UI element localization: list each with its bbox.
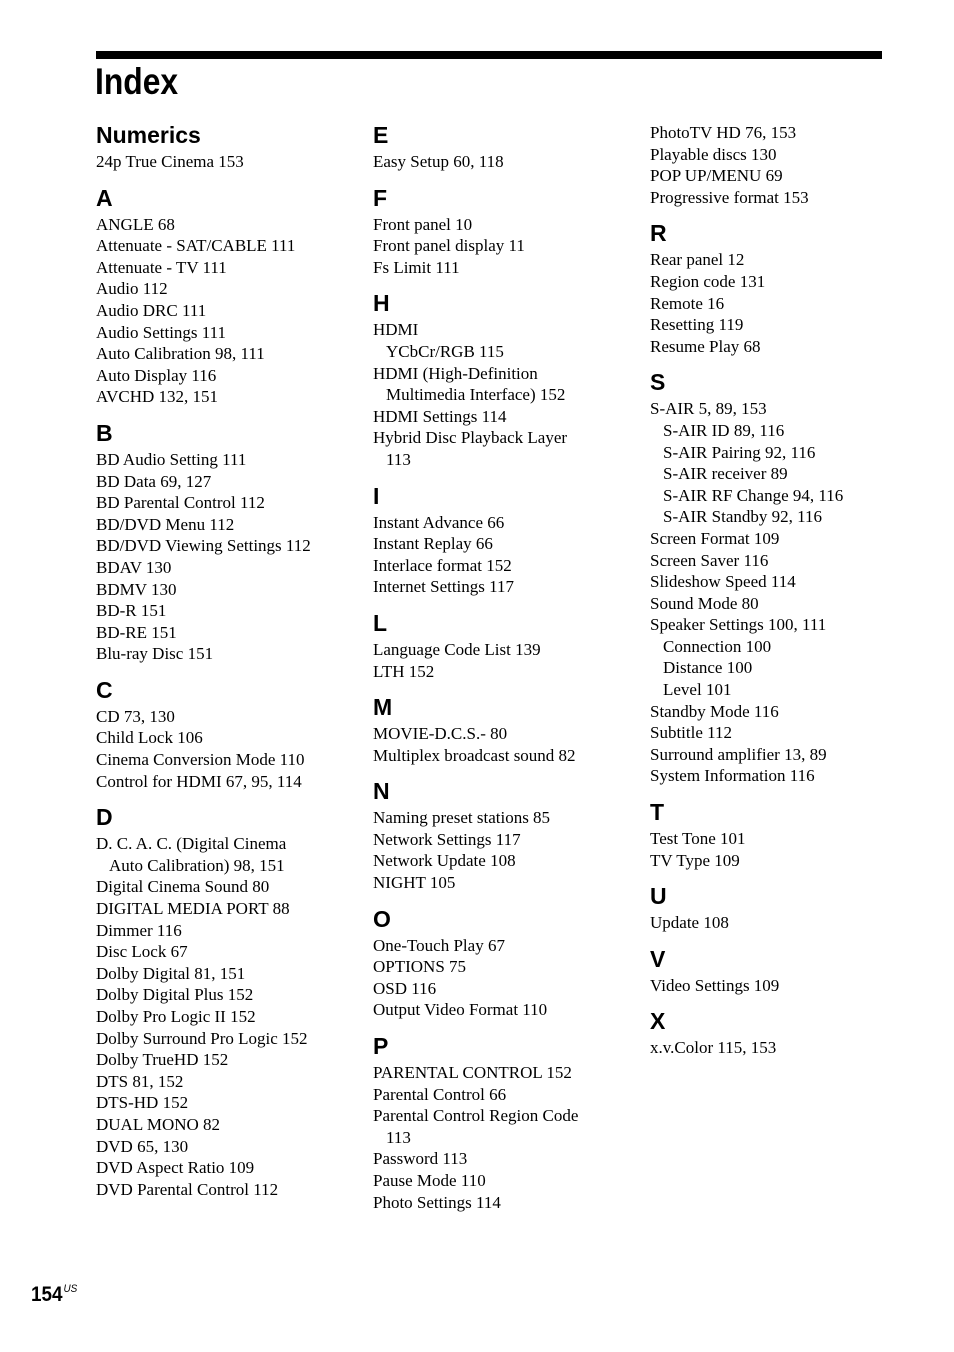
index-entry: Sound Mode 80: [650, 593, 759, 613]
index-subentry: S-AIR RF Change 94, 116: [663, 485, 844, 505]
index-entry: One-Touch Play 67: [373, 935, 505, 955]
index-entry: ANGLE 68: [96, 214, 175, 234]
index-section: [650, 365, 910, 787]
index-entry: DTS 81, 152: [96, 1071, 184, 1091]
index-entry: BD-R 151: [96, 601, 167, 621]
index-entry: Output Video Format 110: [373, 1000, 548, 1020]
section-heading: F: [373, 184, 388, 211]
index-subentry: S-AIR Pairing 92, 116: [663, 442, 816, 462]
index-entry: Pause Mode 110: [373, 1171, 486, 1190]
index-entry: Hybrid Disc Playback Layer: [373, 428, 568, 448]
section-heading: M: [373, 694, 393, 721]
index-entry: BD/DVD Menu 112: [96, 514, 235, 534]
index-section: [373, 118, 633, 173]
index-entry: Resume Play 68: [650, 336, 761, 356]
index-section: [96, 118, 356, 173]
section-heading: Numerics: [96, 122, 201, 148]
index-entry: Easy Setup 60, 118: [373, 152, 504, 171]
index-entry: Instant Replay 66: [373, 534, 493, 554]
index-entry: Dolby Digital Plus 152: [96, 985, 254, 1005]
index-entry: Test Tone 101: [650, 829, 746, 849]
section-heading: I: [373, 482, 380, 509]
index-entry: PARENTAL CONTROL 152: [373, 1063, 572, 1083]
index-entry: Auto Display 116: [96, 365, 217, 385]
index-entry: S-AIR 5, 89, 153: [650, 399, 767, 419]
index-entry: DTS-HD 152: [96, 1093, 189, 1113]
section-heading: B: [96, 419, 113, 446]
index-entry: System Information 116: [650, 766, 815, 786]
index-entry: Parental Control Region Code: [373, 1106, 579, 1126]
index-section: [373, 286, 633, 470]
index-entry: Audio DRC 111: [96, 300, 207, 320]
page-number-suffix: US: [63, 1283, 78, 1295]
index-entry: Update 108: [650, 913, 729, 933]
index-entry: POP UP/MENU 69: [650, 166, 783, 186]
title-rule: [96, 51, 882, 59]
index-entry: Screen Saver 116: [650, 550, 769, 570]
index-entry: Network Settings 117: [373, 829, 521, 849]
index-column-3: [650, 122, 910, 1067]
index-entry: HDMI: [373, 320, 419, 340]
index-entry: Digital Cinema Sound 80: [96, 877, 270, 897]
index-entry: LTH 152: [373, 661, 435, 681]
section-heading: C: [96, 676, 113, 703]
page-title: Index: [95, 61, 179, 102]
index-entry: NIGHT 105: [373, 873, 456, 893]
index-entry: x.v.Color 115, 153: [650, 1038, 777, 1058]
index-section: [373, 902, 633, 1021]
index-entry: Network Update 108: [373, 851, 516, 871]
index-entry: Auto Calibration 98, 111: [96, 344, 265, 364]
index-entry: Speaker Settings 100, 111: [650, 615, 827, 635]
index-entry: DIGITAL MEDIA PORT 88: [96, 899, 290, 919]
index-section: [650, 795, 910, 871]
index-section: [650, 942, 910, 997]
index-section: [650, 879, 910, 934]
index-entry: Password 113: [373, 1149, 468, 1169]
index-subentry: S-AIR Standby 92, 116: [663, 507, 822, 527]
index-entry: Blu-ray Disc 151: [96, 644, 214, 664]
index-entry: Remote 16: [650, 293, 725, 313]
index-entry: Child Lock 106: [96, 728, 203, 748]
page-number: [31, 1283, 77, 1307]
index-entry: OPTIONS 75: [373, 957, 467, 977]
index-entry: Language Code List 139: [373, 639, 541, 659]
section-heading: N: [373, 778, 390, 805]
section-heading: E: [373, 122, 389, 148]
index-entry: HDMI (High-Definition: [373, 363, 538, 383]
index-entry: DVD Aspect Ratio 109: [96, 1158, 255, 1178]
index-subentry: Level 101: [663, 680, 732, 700]
index-entry: Playable discs 130: [650, 144, 777, 164]
index-entry: DVD Parental Control 112: [96, 1179, 279, 1199]
index-entry: Disc Lock 67: [96, 942, 188, 962]
section-heading: T: [650, 799, 665, 826]
section-heading: S: [650, 369, 666, 396]
index-section: [96, 416, 356, 665]
index-entry: D. C. A. C. (Digital Cinema: [96, 834, 287, 854]
index-section: [96, 800, 356, 1200]
index-section: [650, 216, 910, 357]
index-entry: BDMV 130: [96, 579, 177, 599]
index-subentry: Multimedia Interface) 152: [386, 385, 566, 405]
index-section: [373, 479, 633, 598]
index-section: [373, 606, 633, 682]
index-entry: DVD 65, 130: [96, 1136, 189, 1156]
index-section: [96, 181, 356, 408]
index-entry: Naming preset stations 85: [373, 808, 551, 828]
index-subentry: Auto Calibration) 98, 151: [109, 855, 285, 875]
index-entry: Cinema Conversion Mode 110: [96, 750, 305, 770]
index-subentry: Distance 100: [663, 658, 753, 678]
index-entry: Parental Control 66: [373, 1084, 507, 1104]
section-heading: O: [373, 905, 391, 932]
index-entry: Audio 112: [96, 279, 168, 299]
index-entry: BD-RE 151: [96, 622, 177, 642]
index-entry: Region code 131: [650, 271, 766, 291]
index-entry: Interlace format 152: [373, 555, 512, 575]
index-entry: Attenuate - SAT/CABLE 111: [96, 236, 296, 256]
index-entry: Control for HDMI 67, 95, 114: [96, 771, 302, 791]
index-entry: HDMI Settings 114: [373, 406, 507, 426]
section-heading: A: [96, 184, 113, 211]
section-heading: L: [373, 609, 388, 636]
index-entry: MOVIE-D.C.S.- 80: [373, 724, 508, 744]
index-entry: BD/DVD Viewing Settings 112: [96, 536, 311, 556]
index-entry: Multiplex broadcast sound 82: [373, 745, 576, 765]
index-section: [373, 181, 633, 279]
index-section: [650, 122, 910, 208]
index-entry: Rear panel 12: [650, 250, 745, 270]
index-entry: BD Audio Setting 111: [96, 449, 247, 469]
index-subentry: S-AIR receiver 89: [663, 464, 788, 484]
index-section: [650, 1004, 910, 1059]
index-entry: Attenuate - TV 111: [96, 257, 227, 277]
index-entry: BD Data 69, 127: [96, 471, 212, 491]
index-subentry: Connection 100: [663, 636, 772, 656]
index-entry: Photo Settings 114: [373, 1192, 501, 1212]
index-entry: Internet Settings 117: [373, 577, 515, 597]
index-entry: Dolby Pro Logic II 152: [96, 1007, 256, 1026]
index-subentry: S-AIR ID 89, 116: [663, 420, 785, 440]
index-entry: Surround amplifier 13, 89: [650, 744, 827, 764]
section-heading: V: [650, 945, 666, 972]
index-subentry: 113: [386, 1127, 411, 1147]
index-entry: Slideshow Speed 114: [650, 572, 796, 592]
section-heading: U: [650, 883, 667, 910]
index-entry: Instant Advance 66: [373, 512, 505, 532]
index-column-1: [96, 118, 356, 1208]
index-entry: TV Type 109: [650, 850, 740, 870]
index-entry: Standby Mode 116: [650, 701, 779, 721]
index-entry: PhotoTV HD 76, 153: [650, 123, 797, 142]
index-entry: DUAL MONO 82: [96, 1114, 221, 1134]
section-heading: P: [373, 1033, 389, 1060]
index-entry: CD 73, 130: [96, 706, 175, 726]
index-section: [373, 690, 633, 766]
section-heading: R: [650, 220, 667, 247]
section-heading: X: [650, 1008, 666, 1035]
index-entry: Dolby Surround Pro Logic 152: [96, 1028, 308, 1048]
index-entry: AVCHD 132, 151: [96, 387, 219, 407]
index-entry: Subtitle 112: [650, 723, 733, 743]
index-entry: Audio Settings 111: [96, 322, 227, 342]
index-entry: Fs Limit 111: [373, 257, 460, 277]
index-entry: Progressive format 153: [650, 187, 809, 207]
index-entry: BDAV 130: [96, 557, 172, 577]
index-entry: Dolby Digital 81, 151: [96, 963, 246, 983]
index-entry: Resetting 119: [650, 315, 744, 335]
index-entry: Front panel 10: [373, 214, 473, 234]
index-subentry: 113: [386, 449, 411, 469]
index-entry: Screen Format 109: [650, 528, 780, 548]
index-entry: OSD 116: [373, 978, 437, 998]
index-section: [373, 1029, 633, 1213]
index-section: [96, 673, 356, 792]
index-entry: BD Parental Control 112: [96, 493, 265, 513]
index-entry: Video Settings 109: [650, 975, 780, 995]
page-number-value: 154: [31, 1283, 63, 1306]
index-entry: Dolby TrueHD 152: [96, 1050, 229, 1070]
section-heading: D: [96, 804, 113, 831]
index-entry: Front panel display 11: [373, 236, 525, 256]
section-heading: H: [373, 290, 390, 317]
index-subentry: YCbCr/RGB 115: [386, 341, 504, 361]
index-entry: 24p True Cinema 153: [96, 152, 244, 171]
index-section: [373, 774, 633, 893]
index-column-2: [373, 118, 633, 1221]
index-entry: Dimmer 116: [96, 920, 182, 940]
